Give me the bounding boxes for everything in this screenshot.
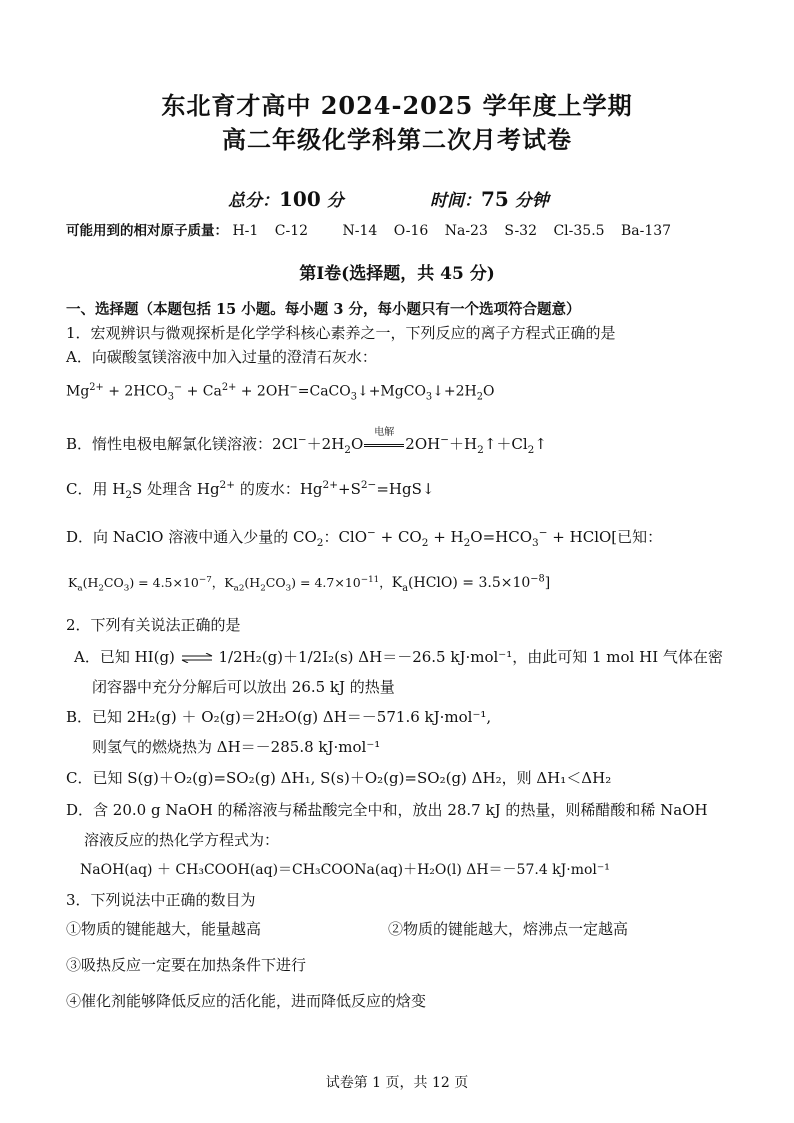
q1-option-a: A．向碳酸氢镁溶液中加入过量的澄清石灰水：	[66, 348, 377, 366]
atom-mass: O-16	[393, 223, 429, 239]
atom-mass: Ba-137	[621, 223, 672, 239]
q2-option-b-continued: 则氢气的燃烧热为 ΔH＝－285.8 kJ·mol⁻¹	[92, 738, 381, 756]
q1-option-d: D．向 NaClO 溶液中通入少量的 $CO_2$：$ClO^- + CO_2 + H_2O=HCO_3^-$ + HClO[已知：	[66, 527, 663, 549]
equilibrium-arrow	[180, 653, 214, 663]
atom-mass: Cl-35.5	[553, 223, 605, 239]
q2-stem: 2．下列有关说法正确的是	[66, 616, 241, 634]
atom-mass: Na-23	[444, 223, 488, 239]
q1-option-d-constants: $K_a(H_2CO_3) = 4.5\times 10^{-7}$，$K_{a2}(H_2CO_3) = 4.7\times 10^{-11}$，$K_a(HClO) = 3.5\times 10^{-8}$]	[68, 573, 551, 594]
q3-stem: 3．下列说法中正确的数目为	[66, 891, 256, 909]
atom-mass: C-12	[274, 223, 309, 239]
exam-time: 时间：75 分钟	[430, 187, 549, 211]
q1-option-c: C．用 $H_2S$ 处理含 $Hg^{2+}$ 的废水：$Hg^{2+}+S^{2-}=HgS↓$	[66, 479, 435, 501]
section-title: 第Ⅰ卷(选择题，共 45 分)	[299, 264, 495, 284]
exam-title-line2: 高二年级化学科第二次月考试卷	[222, 125, 572, 154]
q2-option-a-continued: 闭容器中充分分解后可以放出 26.5 kJ 的热量	[92, 678, 395, 696]
q3-statement-2: ②物质的键能越大，熔沸点一定越高	[388, 920, 629, 938]
atom-mass: H-1	[232, 223, 259, 239]
electrolysis-arrow: 电解	[363, 435, 405, 453]
q2-option-b: B．已知 2H₂(g) ＋ O₂(g)＝2H₂O(g) ΔH＝－571.6 kJ·mol⁻¹,	[66, 708, 492, 726]
q2-option-d: D．含 20.0 g NaOH 的稀溶液与稀盐酸完全中和，放出 28.7 kJ 的热量，则稀醋酸和稀 NaOH	[66, 801, 708, 819]
q1-option-b: B．惰性电极电解氯化镁溶液：$2Cl^-+2H_2O$ 电解 $2OH^-+H_2↑+Cl_2↑$	[66, 427, 547, 456]
atom-mass: S-32	[504, 223, 537, 239]
q1-option-a-equation: $Mg^{2+} + 2HCO_3^- + Ca^{2+}$ + $2OH^-=CaCO_3↓+MgCO_3↓+2H_2O$	[66, 382, 495, 403]
q2-option-d-continued: 溶液反应的热化学方程式为：	[84, 831, 280, 849]
q3-statement-4: ④催化剂能够降低反应的活化能，进而降低反应的焓变	[66, 992, 427, 1010]
q1-stem: 1．宏观辨识与微观探析是化学学科核心素养之一，下列反应的离子方程式正确的是	[66, 324, 616, 342]
total-score: 总分：100 分	[228, 187, 344, 211]
atom-mass: N-14	[342, 223, 378, 239]
q2-option-a: A．已知 HI(g) 1/2H₂(g)＋1/2I₂(s) ΔH＝－26.5 kJ·mol⁻¹，由此可知 1 mol HI 气体在密	[74, 648, 723, 666]
q2-option-c: C．已知 S(g)＋O₂(g)=SO₂(g) ΔH₁, S(s)＋O₂(g)=SO₂(g) ΔH₂，则 ΔH₁＜ΔH₂	[66, 769, 612, 787]
section-instructions: 一、选择题（本题包括 15 小题。每小题 3 分，每小题只有一个选项符合题意）	[66, 301, 581, 318]
exam-title-line1: 东北育才高中 2024-2025 学年度上学期	[161, 91, 633, 120]
page-footer: 试卷第 1 页，共 12 页	[325, 1075, 469, 1091]
q3-statement-3: ③吸热反应一定要在加热条件下进行	[66, 956, 307, 974]
atomic-masses: 可能用到的相对原子质量： H-1 C-12 N-14 O-16 Na-23 S-32 Cl-35.5 Ba-137	[66, 223, 672, 239]
q2-option-d-equation: NaOH(aq) ＋ CH₃COOH(aq)＝CH₃COONa(aq)＋H₂O(l) ΔH＝－57.4 kJ·mol⁻¹	[80, 862, 610, 878]
q3-statement-1: ①物质的键能越大，能量越高	[66, 920, 262, 938]
